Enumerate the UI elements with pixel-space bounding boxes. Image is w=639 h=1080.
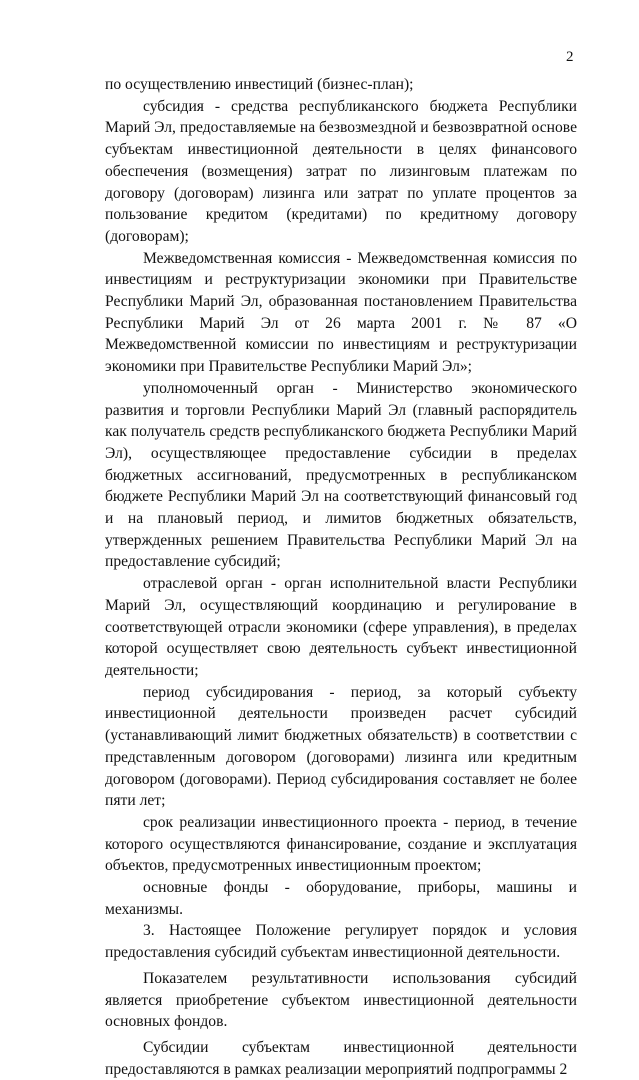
paragraph-business-plan-continuation: по осуществлению инвестиций (бизнес-план); [105,76,414,93]
paragraph-authorized-body-definition: уполномоченный орган - Министерство экономического развития и торговли Республики Марий Эл (главный распорядитель как получатель средств республиканского бюджета Республики Марий Эл), осуществляющее предоставление субсидии в пределах бюджетных ассигнований, предусмотренных в республиканском бюджете Республики Марий Эл на соответствующий финансовый год и на плановый период, и лимитов бюджетных обязательств, утвержденных решением Правительства Республики Марий Эл на предоставление субсидий; [105,379,577,571]
paragraph-subsidies-provision: Субсидии субъектам инвестиционной деятельности предоставляются в рамках реализации мероприятий подпрограммы 2 [105,1038,577,1078]
paragraph-commission-definition: Межведомственная комиссия - Межведомственная комиссия по инвестициям и реструктуризации экономики при Правительстве Республики Марий Эл, образованная постановлением Правительства Республики Марий Эл от 26 марта 2001 г. № 87 «О Межведомственной комиссии по инвестициям и реструктуризации экономики при Правительстве Республики Марий Эл»; [105,249,577,376]
paragraph-section-3: 3. Настоящее Положение регулирует порядок и условия предоставления субсидий субъектам инвестиционной деятельности. [105,922,577,962]
paragraph-subsidy-period-definition: период субсидирования - период, за который субъекту инвестиционной деятельности произведен расчет субсидий (устанавливающий лимит бюджетных обязательств) в соответствии с представленным договором (договорами) лизинга или кредитным договором (договорами). Период субсидирования составляет не более пяти лет; [105,683,577,810]
document-body [105,74,577,1080]
paragraph-fixed-assets-definition: основные фонды - оборудование, приборы, машины и механизмы. [105,879,577,918]
paragraph-subsidy-definition: субсидия - средства республиканского бюджета Республики Марий Эл, предоставляемые на безвозмездной и безвозвратной основе субъектам инвестиционной деятельности в целях финансового обеспечения (возмещения) затрат по лизинговым платежам по договору (договорам) лизинга или затрат по уплате процентов за пользование кредитом (кредитами) по кредитному договору (договорам); [105,97,577,245]
paragraph-sector-body-definition: отраслевой орган - орган исполнительной власти Республики Марий Эл, осуществляющий координацию и регулирование в соответствующей отрасли экономики (сфере управления), в пределах которой осуществляет свою деятельность субъект инвестиционной деятельности; [105,575,577,679]
paragraph-project-term-definition: срок реализации инвестиционного проекта - период, в течение которого осуществляются финансирование, создание и эксплуатация объектов, предусмотренных инвестиционным проектом; [105,813,577,875]
paragraph-performance-indicator: Показателем результативности использования субсидий является приобретение субъектом инвестиционной деятельности основных фондов. [105,969,577,1031]
page-number: 2 [566,49,574,65]
